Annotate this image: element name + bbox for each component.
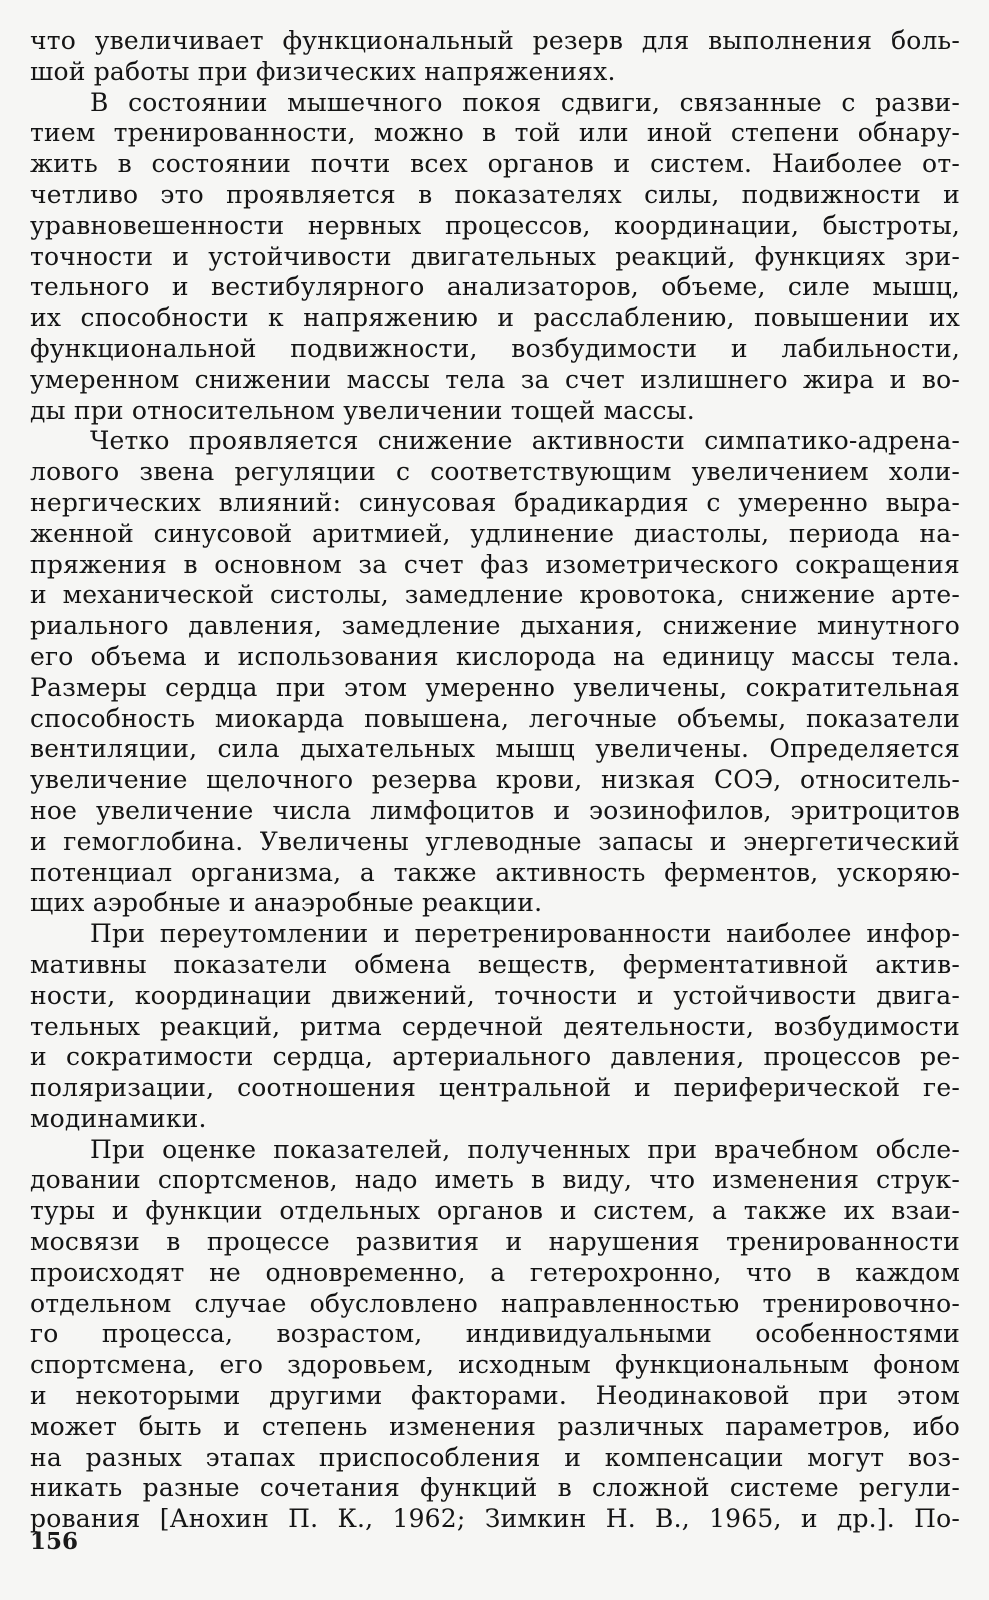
text-line: увеличение щелочного резерва крови, низкая СОЭ, относитель- — [30, 765, 960, 795]
text-line: В состоянии мышечного покоя сдвиги, связанные с разви- — [90, 87, 960, 117]
text-line: потенциал организма, а также активность ферментов, ускоряю- — [30, 857, 960, 887]
text-line: может быть и степень изменения различных параметров, ибо — [30, 1411, 960, 1441]
text-line: При оценке показателей, полученных при врачебном обсле- — [90, 1134, 960, 1164]
text-line: ности, координации движений, точности и устойчивости двига- — [30, 980, 960, 1010]
text-line: шой работы при физических напряжениях. — [30, 56, 616, 86]
text-line: никать разные сочетания функций в сложной системе регули- — [30, 1473, 960, 1503]
text-line: го процесса, возрастом, индивидуальными особенностями — [30, 1319, 960, 1349]
text-line: туры и функции отдельных органов и систем, а также их взаи- — [30, 1196, 960, 1226]
text-line: способность миокарда повышена, легочные объемы, показатели — [30, 703, 960, 733]
text-line: и механической систолы, замедление кровотока, снижение арте- — [30, 580, 960, 610]
text-line: и некоторыми другими факторами. Неодинаковой при этом — [30, 1381, 960, 1411]
text-line: спортсмена, его здоровьем, исходным функциональным фоном — [30, 1350, 960, 1380]
text-line: происходят не одновременно, а гетерохронно, что в каждом — [30, 1257, 960, 1287]
text-line: их способности к напряжению и расслаблению, повышении их — [30, 303, 960, 333]
paragraph — [30, 88, 960, 427]
paragraph — [30, 919, 960, 1135]
text-line: тельного и вестибулярного анализаторов, объеме, силе мышц, — [30, 272, 960, 302]
page-number: 156 — [30, 1528, 79, 1555]
text-line: При переутомлении и перетренированности наиболее инфор- — [90, 919, 960, 949]
text-line: довании спортсменов, надо иметь в виду, что изменения струк- — [30, 1165, 960, 1195]
text-line: точности и устойчивости двигательных реакций, функциях зри- — [30, 241, 960, 271]
text-line: его объема и использования кислорода на единицу массы тела. — [30, 641, 960, 671]
text-line: женной синусовой аритмией, удлинение диастолы, периода на- — [30, 518, 960, 548]
text-line: вентиляции, сила дыхательных мышц увеличены. Определяется — [30, 734, 960, 764]
text-line: щих аэробные и анаэробные реакции. — [30, 888, 543, 918]
text-line: что увеличивает функциональный резерв для выполнения боль- — [30, 26, 960, 55]
text-line: Размеры сердца при этом умеренно увеличены, сократительная — [30, 672, 960, 702]
text-line: нергических влияний: синусовая брадикардия с умеренно выра- — [30, 487, 960, 517]
paragraph — [30, 1135, 960, 1535]
text-line: поляризации, соотношения центральной и периферической ге- — [30, 1073, 960, 1103]
paragraph — [30, 26, 960, 88]
text-line: ное увеличение числа лимфоцитов и эозинофилов, эритроцитов — [30, 795, 960, 825]
text-line: тельных реакций, ритма сердечной деятельности, возбудимости — [30, 1011, 960, 1041]
paragraph — [30, 426, 960, 919]
body-text — [30, 26, 960, 1535]
text-line: функциональной подвижности, возбудимости и лабильности, — [30, 333, 960, 363]
text-line: риального давления, замедление дыхания, снижение минутного — [30, 611, 960, 641]
text-line: четливо это проявляется в показателях силы, подвижности и — [30, 179, 960, 209]
text-line: на разных этапах приспособления и компенсации могут воз- — [30, 1442, 960, 1472]
text-line: и сократимости сердца, артериального давления, процессов ре- — [30, 1042, 960, 1072]
text-line: уравновешенности нервных процессов, координации, быстроты, — [30, 210, 960, 240]
text-line: лового звена регуляции с соответствующим увеличением холи- — [30, 457, 960, 487]
text-line: Четко проявляется снижение активности симпатико-адрена- — [90, 426, 960, 456]
text-line: жить в состоянии почти всех органов и систем. Наиболее от- — [30, 149, 960, 179]
text-line: рования [Анохин П. К., 1962; Зимкин Н. В., 1965, и др.]. По- — [30, 1504, 960, 1534]
text-line: пряжения в основном за счет фаз изометрического сокращения — [30, 549, 960, 579]
text-line: модинамики. — [30, 1103, 207, 1133]
text-line: отдельном случае обусловлено направленностью тренировочно- — [30, 1288, 960, 1318]
text-line: тием тренированности, можно в той или иной степени обнару- — [30, 118, 960, 148]
text-line: мосвязи в процессе развития и нарушения тренированности — [30, 1227, 960, 1257]
text-line: ды при относительном увеличении тощей массы. — [30, 395, 695, 425]
text-line: мативны показатели обмена веществ, ферментативной актив- — [30, 949, 960, 979]
text-line: умеренном снижении массы тела за счет излишнего жира и во- — [30, 364, 960, 394]
text-line: и гемоглобина. Увеличены углеводные запасы и энергетический — [30, 826, 960, 856]
